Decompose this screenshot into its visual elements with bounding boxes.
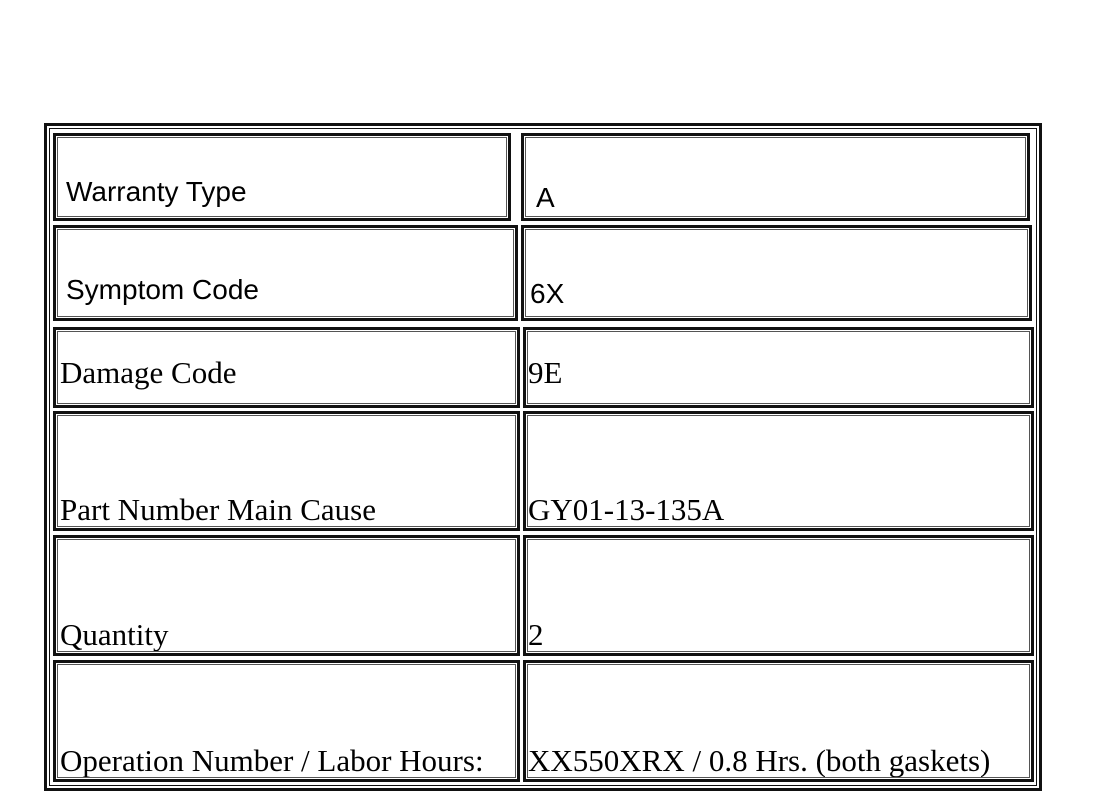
warranty-type-label-cell [53,133,511,221]
part-number-label: Part Number Main Cause [60,492,376,527]
damage-code-label-cell [53,327,520,408]
part-number-value: GY01-13-135A [528,492,725,527]
symptom-code-label: Symptom Code [66,274,259,305]
quantity-label-cell [53,535,520,656]
symptom-code-value-cell [521,225,1032,321]
operation-number-value-cell [523,660,1034,782]
quantity-label: Quantity [60,617,169,652]
operation-number-value: XX550XRX / 0.8 Hrs. (both gaskets) [528,743,991,778]
symptom-code-value: 6X [530,278,565,309]
symptom-code-label-cell [53,225,518,321]
operation-number-label-cell [53,660,520,782]
damage-code-label: Damage Code [60,355,237,390]
part-number-value-cell [523,411,1034,531]
damage-code-value-cell [523,327,1034,408]
warranty-type-value-cell [521,133,1030,221]
quantity-value-cell [523,535,1034,656]
warranty-type-label: Warranty Type [66,176,247,207]
damage-code-value: 9E [528,355,563,390]
warranty-claim-table [44,123,1042,791]
quantity-value: 2 [528,617,544,652]
operation-number-label: Operation Number / Labor Hours: [60,743,484,778]
part-number-label-cell [53,411,520,531]
warranty-type-value: A [536,182,555,213]
